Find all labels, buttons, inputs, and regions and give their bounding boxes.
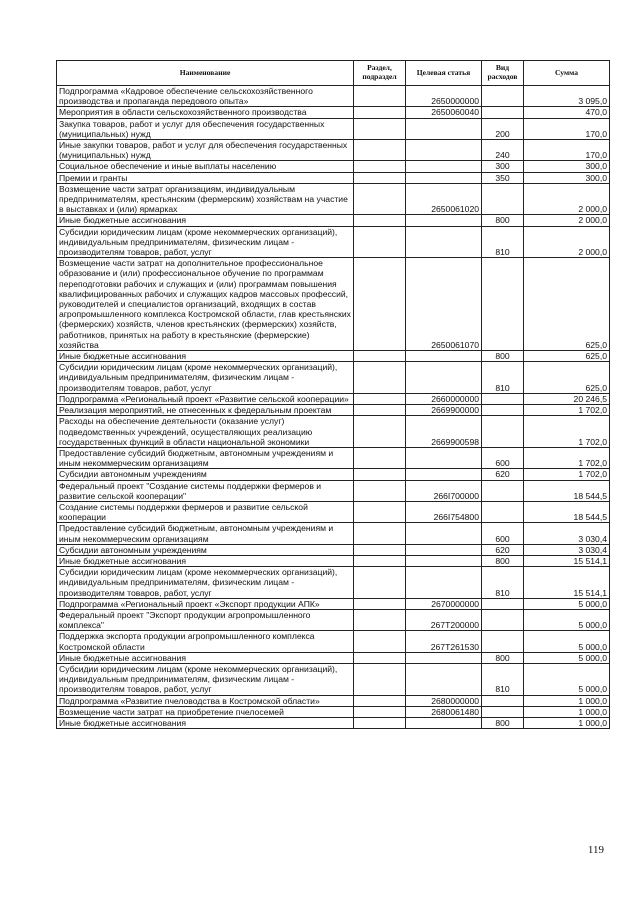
- table-row: [57, 86, 610, 107]
- cell-name: Реализация мероприятий, не отнесенных к федеральным проектам: [57, 405, 354, 416]
- cell-name: Поддержка экспорта продукции агропромышленного комплекса Костромской области: [57, 631, 354, 652]
- cell-name: Иные бюджетные ассигнования: [57, 652, 354, 663]
- cell-sum: 625,0: [524, 362, 610, 394]
- cell-sum: 1 000,0: [524, 717, 610, 728]
- cell-target: [406, 652, 482, 663]
- table-row: [57, 140, 610, 161]
- table-row: [57, 226, 610, 258]
- header-expense: Вид расходов: [482, 61, 524, 86]
- cell-expense: 810: [482, 663, 524, 695]
- cell-sum: 300,0: [524, 172, 610, 183]
- cell-expense: [482, 695, 524, 706]
- cell-expense: 600: [482, 523, 524, 544]
- cell-target: 266I700000: [406, 480, 482, 501]
- cell-expense: [482, 86, 524, 107]
- table-row: [57, 609, 610, 630]
- cell-target: 2669900000: [406, 405, 482, 416]
- cell-sum: 2 000,0: [524, 226, 610, 258]
- cell-sum: 5 000,0: [524, 631, 610, 652]
- header-section: Раздел, подраздел: [354, 61, 406, 86]
- table-row: [57, 501, 610, 522]
- cell-section: [354, 118, 406, 139]
- page-number: 119: [587, 844, 604, 856]
- cell-name: Субсидии юридическим лицам (кроме некоммерческих организаций), индивидуальным предпринимателям, физическим лицам - производителям товаров, работ, услуг: [57, 663, 354, 695]
- cell-name: Социальное обеспечение и иные выплаты населению: [57, 161, 354, 172]
- cell-section: [354, 86, 406, 107]
- cell-target: [406, 118, 482, 139]
- table-row: [57, 567, 610, 599]
- cell-name: Предоставление субсидий бюджетным, автономным учреждениям и иным некоммерческим организациям: [57, 523, 354, 544]
- cell-section: [354, 258, 406, 351]
- cell-name: Федеральный проект "Создание системы поддержки фермеров и развитие сельской кооперации": [57, 480, 354, 501]
- cell-target: [406, 469, 482, 480]
- table-row: [57, 107, 610, 118]
- cell-name: Возмещение части затрат на приобретение пчелосемей: [57, 706, 354, 717]
- cell-name: Иные бюджетные ассигнования: [57, 555, 354, 566]
- cell-expense: [482, 393, 524, 404]
- cell-section: [354, 555, 406, 566]
- cell-section: [354, 226, 406, 258]
- cell-target: 2670000000: [406, 598, 482, 609]
- cell-section: [354, 663, 406, 695]
- cell-sum: 1 702,0: [524, 405, 610, 416]
- cell-section: [354, 523, 406, 544]
- cell-section: [354, 652, 406, 663]
- cell-expense: 810: [482, 567, 524, 599]
- cell-section: [354, 609, 406, 630]
- table-row: [57, 480, 610, 501]
- cell-expense: [482, 631, 524, 652]
- table-row: [57, 706, 610, 717]
- cell-sum: 1 000,0: [524, 706, 610, 717]
- cell-section: [354, 172, 406, 183]
- cell-name: Подпрограмма «Региональный проект «Развитие сельской кооперации»: [57, 393, 354, 404]
- cell-target: [406, 351, 482, 362]
- cell-name: Иные бюджетные ассигнования: [57, 351, 354, 362]
- cell-section: [354, 695, 406, 706]
- cell-section: [354, 544, 406, 555]
- cell-target: [406, 140, 482, 161]
- cell-target: [406, 567, 482, 599]
- cell-target: [406, 663, 482, 695]
- cell-target: [406, 544, 482, 555]
- cell-target: [406, 215, 482, 226]
- cell-sum: 1 702,0: [524, 469, 610, 480]
- header-target: Целевая статья: [406, 61, 482, 86]
- cell-target: [406, 161, 482, 172]
- cell-sum: 470,0: [524, 107, 610, 118]
- header-name: Наименование: [57, 61, 354, 86]
- cell-sum: 15 514,1: [524, 567, 610, 599]
- cell-expense: 800: [482, 652, 524, 663]
- cell-section: [354, 405, 406, 416]
- cell-target: [406, 555, 482, 566]
- table-row: [57, 469, 610, 480]
- cell-target: 266I754800: [406, 501, 482, 522]
- cell-expense: [482, 405, 524, 416]
- cell-expense: 810: [482, 226, 524, 258]
- cell-expense: [482, 107, 524, 118]
- cell-sum: 1 000,0: [524, 695, 610, 706]
- cell-name: Подпрограмма «Кадровое обеспечение сельскохозяйственного производства и пропаганда передового опыта»: [57, 86, 354, 107]
- table-header-row: [57, 61, 610, 86]
- cell-expense: 800: [482, 717, 524, 728]
- cell-name: Федеральный проект "Экспорт продукции агропромышленного комплекса": [57, 609, 354, 630]
- cell-expense: 200: [482, 118, 524, 139]
- cell-sum: 20 246,5: [524, 393, 610, 404]
- cell-sum: 1 702,0: [524, 416, 610, 448]
- cell-target: 267T200000: [406, 609, 482, 630]
- cell-target: [406, 523, 482, 544]
- cell-section: [354, 416, 406, 448]
- table-row: [57, 544, 610, 555]
- cell-section: [354, 631, 406, 652]
- cell-target: 2669900598: [406, 416, 482, 448]
- cell-section: [354, 183, 406, 215]
- cell-sum: 625,0: [524, 258, 610, 351]
- cell-expense: [482, 501, 524, 522]
- table-row: [57, 161, 610, 172]
- table-row: [57, 447, 610, 468]
- cell-sum: 5 000,0: [524, 598, 610, 609]
- cell-section: [354, 567, 406, 599]
- table-row: [57, 362, 610, 394]
- cell-expense: [482, 598, 524, 609]
- cell-expense: 800: [482, 351, 524, 362]
- cell-expense: 350: [482, 172, 524, 183]
- cell-section: [354, 717, 406, 728]
- cell-sum: 2 000,0: [524, 215, 610, 226]
- cell-target: [406, 172, 482, 183]
- cell-sum: 625,0: [524, 351, 610, 362]
- cell-target: 2660000000: [406, 393, 482, 404]
- cell-expense: 300: [482, 161, 524, 172]
- table-row: [57, 393, 610, 404]
- cell-name: Иные бюджетные ассигнования: [57, 215, 354, 226]
- cell-section: [354, 215, 406, 226]
- cell-expense: [482, 609, 524, 630]
- cell-target: 2650061070: [406, 258, 482, 351]
- table-row: [57, 652, 610, 663]
- cell-name: Закупка товаров, работ и услуг для обеспечения государственных (муниципальных) нужд: [57, 118, 354, 139]
- cell-sum: 18 544,5: [524, 501, 610, 522]
- table-row: [57, 523, 610, 544]
- cell-sum: 5 000,0: [524, 609, 610, 630]
- cell-target: 2680061480: [406, 706, 482, 717]
- cell-name: Субсидии автономным учреждениям: [57, 469, 354, 480]
- cell-expense: 600: [482, 447, 524, 468]
- table-row: [57, 258, 610, 351]
- cell-target: [406, 362, 482, 394]
- cell-name: Расходы на обеспечение деятельности (оказание услуг) подведомственных учреждений, осуществляющих реализацию государственных функций в области национальной экономики: [57, 416, 354, 448]
- cell-expense: 240: [482, 140, 524, 161]
- cell-name: Мероприятия в области сельскохозяйственного производства: [57, 107, 354, 118]
- budget-table: [56, 60, 610, 729]
- cell-name: Субсидии юридическим лицам (кроме некоммерческих организаций), индивидуальным предпринимателям, физическим лицам - производителям товаров, работ, услуг: [57, 362, 354, 394]
- table-row: [57, 215, 610, 226]
- cell-sum: 170,0: [524, 140, 610, 161]
- cell-sum: 1 702,0: [524, 447, 610, 468]
- cell-expense: [482, 416, 524, 448]
- table-body: [57, 86, 610, 729]
- table-row: [57, 631, 610, 652]
- cell-sum: 5 000,0: [524, 652, 610, 663]
- cell-target: [406, 226, 482, 258]
- cell-expense: 810: [482, 362, 524, 394]
- table-row: [57, 172, 610, 183]
- cell-target: 267T261530: [406, 631, 482, 652]
- cell-sum: 170,0: [524, 118, 610, 139]
- table-row: [57, 555, 610, 566]
- cell-name: Подпрограмма «Региональный проект «Экспорт продукции АПК»: [57, 598, 354, 609]
- cell-name: Субсидии юридическим лицам (кроме некоммерческих организаций), индивидуальным предпринимателям, физическим лицам - производителям товаров, работ, услуг: [57, 567, 354, 599]
- cell-sum: 18 544,5: [524, 480, 610, 501]
- cell-expense: [482, 183, 524, 215]
- table-row: [57, 598, 610, 609]
- cell-name: Подпрограмма «Развитие пчеловодства в Костромской области»: [57, 695, 354, 706]
- cell-name: Премии и гранты: [57, 172, 354, 183]
- cell-name: Иные бюджетные ассигнования: [57, 717, 354, 728]
- cell-name: Возмещение части затрат организациям, индивидуальным предпринимателям, крестьянским (фермерским) хозяйствам на участие в выставках и (или) ярмарках: [57, 183, 354, 215]
- table-row: [57, 416, 610, 448]
- cell-name: Возмещение части затрат на дополнительное профессиональное образование и (или) профессиональное обучение по программам переподготовки рабочих и служащих и (или) программам повышения квалифицированных рабочих и служащих кадров массовых профессий, руководителей и специалистов организаций, входящих в состав агропромышленного комплекса Костромской области, глав крестьянских (фермерских) хозяйств, членов крестьянских (фермерских) хозяйств, работников, принятых на работу в крестьянские (фермерские) хозяйства: [57, 258, 354, 351]
- table-row: [57, 351, 610, 362]
- cell-expense: 800: [482, 555, 524, 566]
- cell-name: Иные закупки товаров, работ и услуг для обеспечения государственных (муниципальных) нужд: [57, 140, 354, 161]
- cell-section: [354, 598, 406, 609]
- header-sum: Сумма: [524, 61, 610, 86]
- cell-expense: [482, 480, 524, 501]
- cell-section: [354, 447, 406, 468]
- cell-target: 2680000000: [406, 695, 482, 706]
- cell-section: [354, 469, 406, 480]
- table-row: [57, 405, 610, 416]
- cell-sum: 2 000,0: [524, 183, 610, 215]
- cell-sum: 5 000,0: [524, 663, 610, 695]
- cell-expense: 620: [482, 469, 524, 480]
- cell-sum: 3 030,4: [524, 523, 610, 544]
- cell-sum: 15 514,1: [524, 555, 610, 566]
- cell-section: [354, 480, 406, 501]
- cell-sum: 300,0: [524, 161, 610, 172]
- cell-target: [406, 717, 482, 728]
- table-row: [57, 118, 610, 139]
- cell-section: [354, 351, 406, 362]
- table-row: [57, 663, 610, 695]
- cell-section: [354, 362, 406, 394]
- cell-section: [354, 501, 406, 522]
- cell-name: Субсидии юридическим лицам (кроме некоммерческих организаций), индивидуальным предпринимателям, физическим лицам - производителям товаров, работ, услуг: [57, 226, 354, 258]
- cell-name: Предоставление субсидий бюджетным, автономным учреждениям и иным некоммерческим организациям: [57, 447, 354, 468]
- table-row: [57, 695, 610, 706]
- cell-expense: [482, 258, 524, 351]
- table-row: [57, 717, 610, 728]
- cell-section: [354, 140, 406, 161]
- cell-section: [354, 107, 406, 118]
- cell-name: Субсидии автономным учреждениям: [57, 544, 354, 555]
- cell-expense: 800: [482, 215, 524, 226]
- cell-section: [354, 706, 406, 717]
- cell-target: 2650060040: [406, 107, 482, 118]
- cell-target: 2650061020: [406, 183, 482, 215]
- cell-name: Создание системы поддержки фермеров и развитие сельской кооперации: [57, 501, 354, 522]
- cell-section: [354, 161, 406, 172]
- cell-target: 2650000000: [406, 86, 482, 107]
- cell-section: [354, 393, 406, 404]
- cell-expense: 620: [482, 544, 524, 555]
- cell-expense: [482, 706, 524, 717]
- cell-target: [406, 447, 482, 468]
- cell-sum: 3 030,4: [524, 544, 610, 555]
- cell-sum: 3 095,0: [524, 86, 610, 107]
- table-row: [57, 183, 610, 215]
